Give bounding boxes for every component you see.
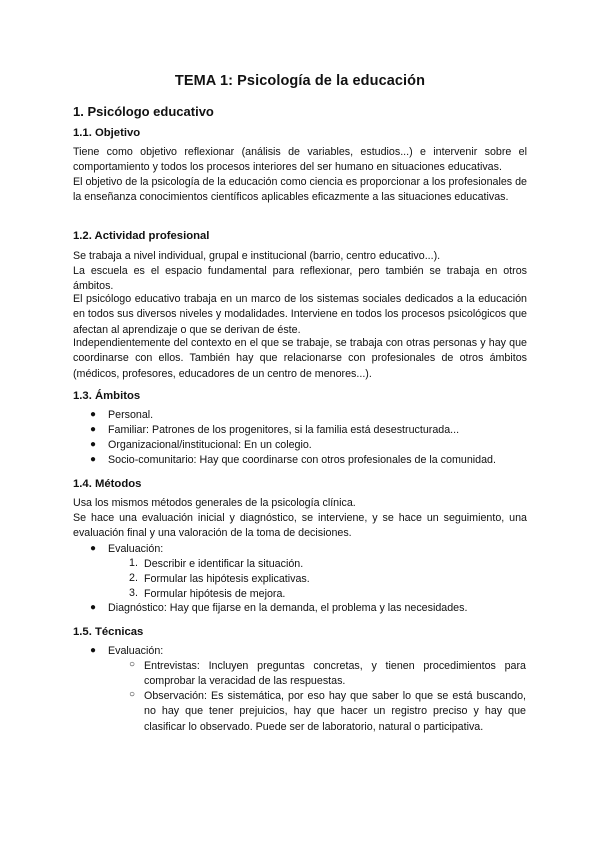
tecnica-entrevistas: Entrevistas: Incluyen preguntas concretas, y tienen procedimientos para comprobar la veracidad de las respuestas.: [144, 660, 526, 688]
bullet-icon: ●: [90, 409, 97, 420]
bullet-icon: ●: [90, 645, 97, 656]
bullet-icon: ●: [90, 454, 97, 465]
actividad-paragraph-4: Independientemente del contexto en el que se trabaje, se trabaja con otras personas y hay que coordinarse con ellos. También hay que relacionarse con profesionales de otros ámbitos (médicos, profesores, educadores de un centro de menores...).: [73, 337, 527, 380]
step-text: Describir e identificar la situación.: [144, 558, 304, 570]
section-heading-psicologo-educativo: 1. Psicólogo educativo: [73, 104, 214, 119]
page-title: TEMA 1: Psicología de la educación: [174, 73, 426, 89]
step-number: 2.: [129, 572, 138, 584]
ambito-socio-comunitario: Socio-comunitario: Hay que coordinarse con otros profesionales de la comunidad.: [108, 454, 496, 466]
step-text: Formular las hipótesis explicativas.: [144, 573, 310, 585]
heading-tecnicas: 1.5. Técnicas: [73, 626, 144, 638]
bullet-icon: ●: [90, 543, 97, 554]
actividad-paragraph-3: El psicólogo educativo trabaja en un marco de los sistemas sociales dedicados a la educación en todos sus diversos niveles y modalidades. Interviene en todos los procesos psicológicos que afectan al aprendizaje o que se derivan de éste.: [73, 293, 527, 336]
heading-objetivo: 1.1. Objetivo: [73, 127, 141, 139]
metodos-evaluacion-label: Evaluación:: [108, 543, 164, 555]
objetivo-paragraph-2: El objetivo de la psicología de la educación como ciencia es proporcionar a los profesionales de la enseñanza conocimientos científicos aplicables eficazmente a las situaciones educativas.: [73, 176, 527, 204]
heading-ambitos: 1.3. Ámbitos: [73, 390, 141, 402]
heading-actividad-profesional: 1.2. Actividad profesional: [73, 230, 210, 242]
bullet-icon: ●: [90, 602, 97, 613]
circle-bullet-icon: ○: [129, 659, 136, 670]
tecnica-observacion: Observación: Es sistemática, por eso hay que saber lo que se está buscando, no hay que tener prejuicios, hay que hacer un registro preciso y hay que clasificar lo observado. Puede ser de laboratorio, natural o participativa.: [144, 690, 526, 733]
circle-bullet-icon: ○: [129, 689, 136, 700]
metodos-paragraph-1: Usa los mismos métodos generales de la psicología clínica.: [73, 497, 356, 509]
bullet-icon: ●: [90, 424, 97, 435]
actividad-paragraph-1: Se trabaja a nivel individual, grupal e institucional (barrio, centro educativo...).: [73, 250, 441, 262]
metodos-paragraph-2: Se hace una evaluación inicial y diagnóstico, se interviene, y se hace un seguimiento, una evaluación final y una valoración de la toma de decisiones.: [73, 512, 527, 540]
tecnicas-evaluacion-label: Evaluación:: [108, 645, 164, 657]
ambito-organizacional: Organizacional/institucional: En un colegio.: [108, 439, 312, 451]
ambito-personal: Personal.: [108, 409, 154, 421]
step-number: 3.: [129, 587, 138, 599]
metodos-diagnostico: Diagnóstico: Hay que fijarse en la demanda, el problema y las necesidades.: [108, 602, 468, 614]
step-number: 1.: [129, 557, 138, 569]
bullet-icon: ●: [90, 439, 97, 450]
actividad-paragraph-2: La escuela es el espacio fundamental para reflexionar, pero también se trabaja en otros ámbitos.: [73, 265, 527, 293]
objetivo-paragraph-1: Tiene como objetivo reflexionar (análisis de variables, estudios...) e intervenir sobre el comportamiento y todos los procesos interiores del ser humano en situaciones educativas.: [73, 146, 527, 174]
step-text: Formular hipótesis de mejora.: [144, 588, 286, 600]
ambito-familiar: Familiar: Patrones de los progenitores, si la familia está desestructurada...: [108, 424, 460, 436]
heading-metodos: 1.4. Métodos: [73, 478, 142, 490]
